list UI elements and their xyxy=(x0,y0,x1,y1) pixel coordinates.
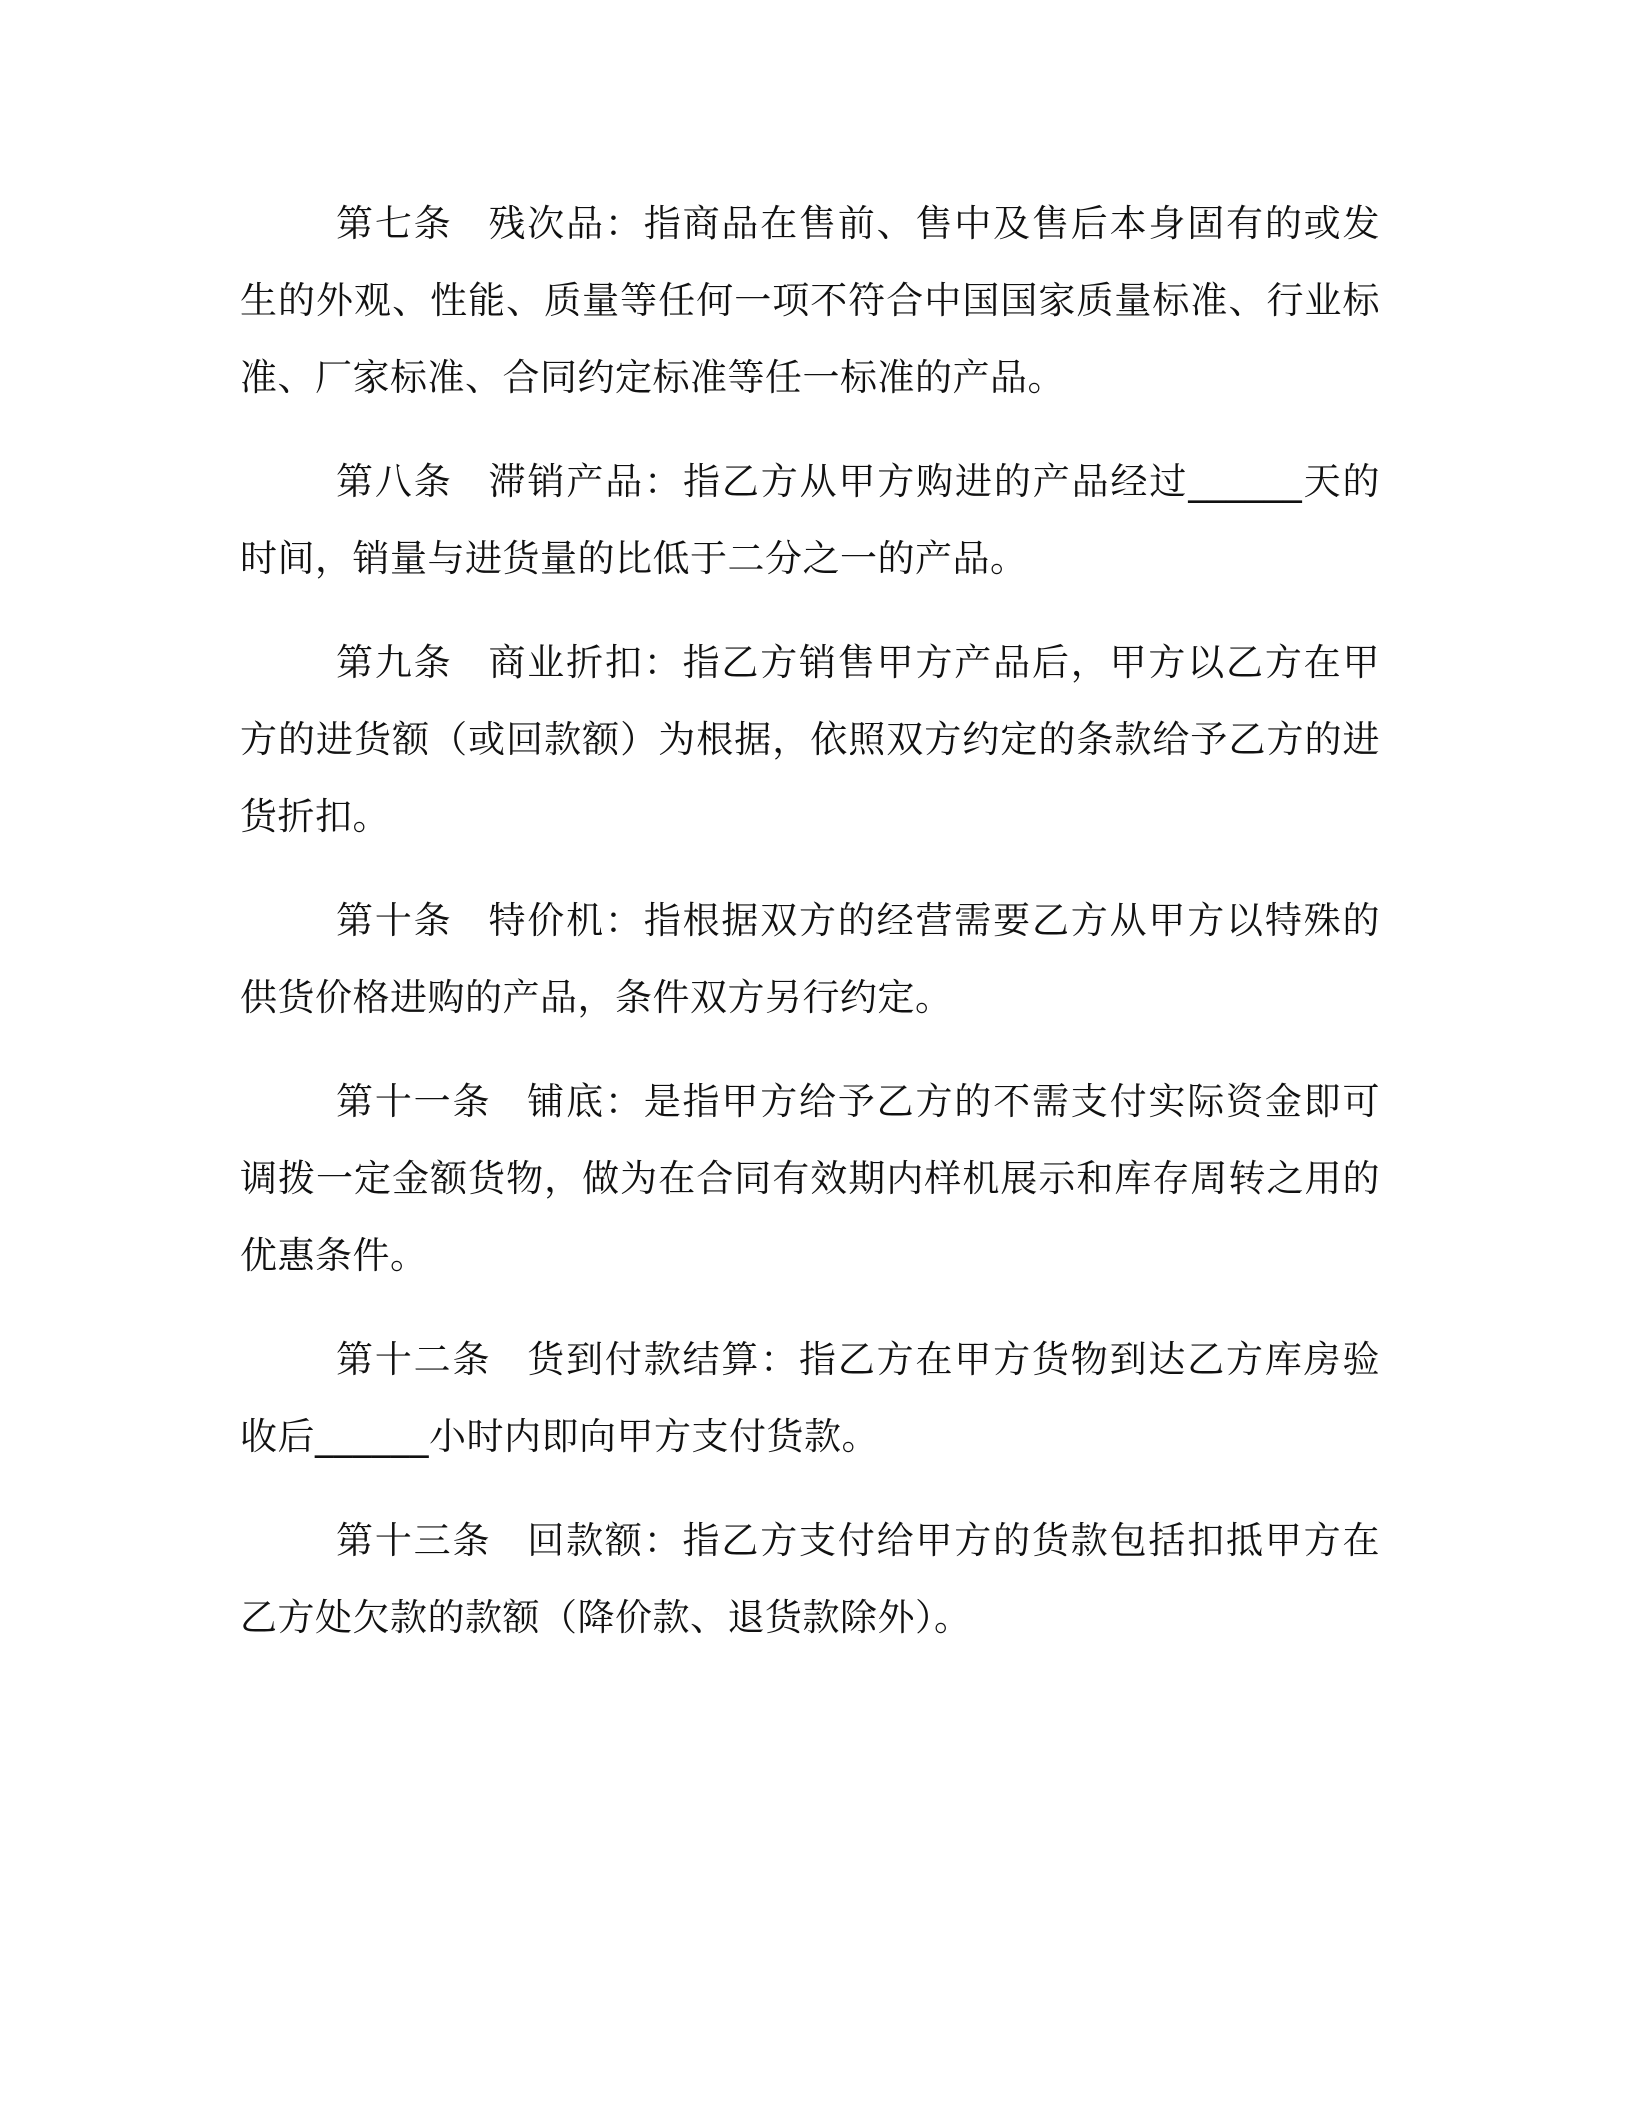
article-text: 特价机：指根据双方的经营需要乙方从甲方以特殊的供货价格进购的产品，条件双方另行约定。 xyxy=(240,899,1381,1019)
article-8 xyxy=(240,443,1380,597)
article-number: 第十一条 xyxy=(336,1080,492,1123)
article-number: 第十二条 xyxy=(336,1338,492,1381)
article-12 xyxy=(240,1321,1380,1475)
article-9 xyxy=(240,624,1380,855)
contract-body xyxy=(240,185,1380,1683)
article-number: 第八条 xyxy=(336,460,453,503)
article-text: 货到付款结算：指乙方在甲方货物到达乙方库房验收后______小时内即向甲方支付货款。 xyxy=(240,1338,1380,1458)
article-11 xyxy=(240,1063,1380,1294)
article-7 xyxy=(240,185,1380,416)
article-13 xyxy=(240,1502,1380,1656)
article-text: 商业折扣：指乙方销售甲方产品后，甲方以乙方在甲方的进货额（或回款额）为根据，依照双方约定的条款给予乙方的进货折扣。 xyxy=(240,641,1381,838)
article-10 xyxy=(240,882,1380,1036)
article-text: 铺底：是指甲方给予乙方的不需支付实际资金即可调拨一定金额货物，做为在合同有效期内样机展示和库存周转之用的优惠条件。 xyxy=(240,1080,1380,1277)
article-text: 回款额：指乙方支付给甲方的货款包括扣抵甲方在乙方处欠款的款额（降价款、退货款除外）。 xyxy=(240,1519,1380,1639)
article-number: 第十三条 xyxy=(336,1519,492,1562)
article-number: 第十条 xyxy=(336,899,453,942)
article-text: 残次品：指商品在售前、售中及售后本身固有的或发生的外观、性能、质量等任何一项不符合中国国家质量标准、行业标准、厂家标准、合同约定标准等任一标准的产品。 xyxy=(240,202,1381,399)
article-text: 滞销产品：指乙方从甲方购进的产品经过______天的时间，销量与进货量的比低于二分之一的产品。 xyxy=(240,460,1380,580)
article-number: 第七条 xyxy=(336,202,453,245)
article-number: 第九条 xyxy=(336,641,453,684)
